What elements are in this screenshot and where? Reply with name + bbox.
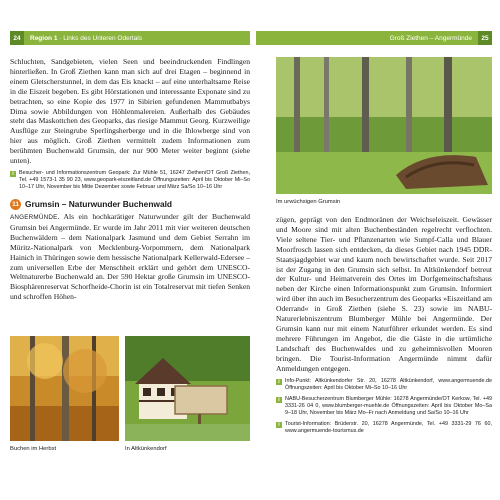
info-icon: i (276, 422, 282, 428)
right-column (276, 215, 492, 435)
section-title: Grumsin – Naturwunder Buchenwald (25, 198, 173, 209)
page-number-right: 25 (478, 31, 492, 45)
left-paragraph-2 (10, 212, 250, 302)
section-heading (10, 199, 250, 210)
left-paragraph-2-text: . Als ein hochkarätiger Naturwunder gilt der Buchenwald Grumsin bei Angermünde. Er wurde im Jahr 2011 mit vier weiteren deutschen Buchenwäldern – dem Nationalpark Jasmund und dem Gebiet Serrahn im Müritz-Nationalpark von Mecklenburg-Vorpommern, dem Nationalpark Hainich in Thüringen sowie dem hessische Nationalpark Kellerwald-Edersee – zum universellen Erbe der Menschheit erklärt und gehört dem UNESCO-Weltnaturerbe Buchenwald an. Der 590 Hektar große Grumsin im UNESCO-Biosphärenreservat Schorfheide-Chorin ist ein Totalreservat mit tiefen Senken und schroffen Höhen- (10, 211, 250, 302)
info-text-geopark: Besucher- und Informationszentrum Geopark: Zur Mühle 51, 16247 Ziethen/OT Groß Ziethen, Tel. +49 1573-1 35 90 23, www.geopark-eiszeitland.de Öffnungszeiten: April bis Oktober Mi–So 10–17 Uhr, November bis Mitte Dezember sowie Februar und März Sa/So 10–16 Uhr (19, 169, 250, 190)
region-label: Region 1 (30, 34, 58, 42)
running-title-left (24, 35, 148, 42)
page-number-left: 24 (10, 31, 24, 45)
info-block-geopark (10, 170, 250, 191)
info-icon: i (276, 397, 282, 403)
region-subtitle: · Links des Unteren Odertals (57, 34, 142, 42)
info-icon: i (276, 379, 282, 385)
caption-beech: Buchen im Herbst (10, 446, 57, 452)
caption-village: In Altkünkendorf (125, 446, 167, 452)
photo-beech-autumn (10, 336, 119, 441)
info-block-altkuenkendorf (276, 378, 492, 392)
photo-grumsin-forest (276, 57, 492, 194)
forest-image (276, 57, 492, 194)
header-left (10, 31, 250, 45)
right-paragraph-1: zügen, geprägt von den Endmoränen der Weichseleiszeit. Gewässer und Moore sind mit alten Buchenbeständen regelrecht verflochten. Viele seltene Tier- und Pflanzenarten wie Sumpf-Calla und Blauer Moorfrosch lassen sich entdecken, da dieses Gebiet nach 1945 DDR-Staatsjagdgebiet war und kaum noch bewirtschaftet wurde. Seit 2017 ist der Zugang in den Grumsin sich selbst. In Altkünkendorf betreut der Kultur- und Heimatverein des Ortes im Dorfgemeinschaftshaus neben der Kirche einen Informationspunkt zum Grumsin. Informiert wird über ihn auch im Besucherzentrum des Geoparks »Eiszeitland am Oderrand« in Groß Ziethen (siehe S. 23) sowie im NABU-Naturerlebniszentrum Blumberger Mühle bei Angermünde. Der Grumsin kann nur mit einem Naturführer erkundet werden. Es sind mehrere Führungen im Angebot, die die Gäste in die urtümliche Landschaft des Buchenwaldes und zu geheimnisvollen Mooren bringen. Die Tourist-Information Angermünde nimmt dafür Anmeldungen entgegen. (276, 215, 492, 373)
header-right (256, 31, 492, 45)
left-paragraph-1: Schluchten, Sandgebieten, vielen Seen und beeindruckenden Findlingen hinterließen. In Groß Ziethen kann man sich auf drei Etagen – beginnend in einem Gletscherstunnel, in dem das Eis knackt – auf eine unterhaltsame Reise in die Eiszeit begeben. Es gibt Hörstationen und interessante Exponate sind zu betrachten, so eine Kopie des 1977 in Sibirien gefundenen Mammutbabys Dima sowie Abbildungen von Höhlenmalereien. Außerhalb des Gebäudes steht das Maskottchen des Geoparks, das riesige Mammut Georg. Kurzweilige Ausflüge zur Steingrube Sperlingsherberge und in die Ihlowberge sind von hier aus möglich. Groß Ziethen vermittelt zudem Informationen zum berühmten Buchenwald Grumsin, der nur 900 Meter weiter beginnt (siehe unten). (10, 57, 250, 166)
section-number-badge: 11 (10, 199, 21, 210)
running-title-right: Groß Ziethen – Angermünde (389, 34, 472, 42)
info-text-tourist: Tourist-Information: Brüderstr. 20, 16278 Angermünde, Tel. +49 3331-29 76 60, www.angermuende-tourismus.de (285, 420, 492, 434)
info-block-nabu (276, 396, 492, 417)
left-column (10, 57, 250, 302)
beech-autumn-image (10, 336, 119, 441)
location-lead: ANGERMÜNDE (10, 213, 58, 221)
village-image (125, 336, 250, 441)
info-icon: i (10, 171, 16, 177)
caption-forest: Im urwüchsigen Grumsin (276, 199, 341, 205)
info-text-altkuenkendorf: Info-Punkt: Altkünkendorfer Str. 20, 16278 Altkünkendorf, www.angermuende.de Öffnungszeiten: April bis Oktober Mi–So 10–16 Uhr (285, 377, 492, 391)
photo-altkuenkendorf (125, 336, 250, 441)
info-block-tourist (276, 421, 492, 435)
info-text-nabu: NABU-Besucherzentrum Blumberger Mühle: 16278 Angermünde/OT Kerkow, Tel. +49 3331-26 04 0, www.blumberger-muehle.de Öffnungszeiten: April bis Oktober Mo–Sa 9–18 Uhr, November bis März Mo–Fr nach Anmeldung und Sa/So 10–16 Uhr (285, 395, 492, 416)
